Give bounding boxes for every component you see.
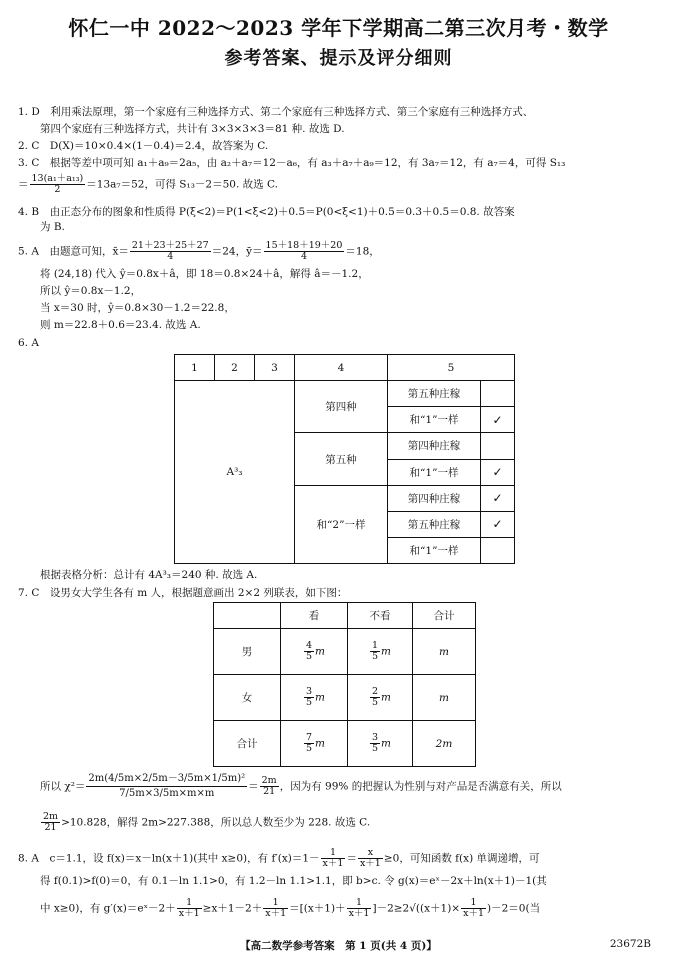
table-cell: 第五种庄稼 bbox=[388, 381, 481, 407]
total-value: m bbox=[439, 691, 449, 704]
fraction-denominator: x＋1 bbox=[348, 908, 370, 919]
fraction bbox=[260, 776, 279, 797]
fraction-denominator: 5 bbox=[371, 697, 379, 708]
table-header: 不看 bbox=[348, 603, 413, 629]
check-icon bbox=[481, 433, 515, 459]
document-code: 23672B bbox=[609, 938, 651, 950]
answer-4-line-2: 为 B. bbox=[40, 221, 65, 233]
answer-8-eq: ＝ bbox=[346, 852, 357, 865]
answer-5-line-2: 将 (24,18) 代入 ŷ＝0.8x＋â，即 18＝0.8×24＋â，解得 â＝－1.2， bbox=[40, 268, 369, 280]
var-m: m bbox=[315, 691, 325, 704]
table-cell: 第五种 bbox=[295, 433, 388, 485]
fraction bbox=[370, 641, 380, 662]
fraction bbox=[264, 241, 345, 262]
answer-4-line-1: 4. B 由正态分布的图象和性质得 P(ξ<2)＝P(1<ξ<2)＋0.5＝P(0<ξ<1)＋0.5＝0.3＋0.5＝0.8. 故答案 bbox=[18, 206, 515, 218]
fraction-numerator: 1 bbox=[263, 898, 288, 909]
answer-5-line-3: 所以 ŷ＝0.8x－1.2， bbox=[40, 285, 142, 297]
table-header: 3 bbox=[255, 355, 295, 381]
answer-8-bracket: ＝[(x＋1)＋ bbox=[289, 902, 346, 915]
table-cell: 合计 bbox=[214, 721, 281, 767]
var-m: m bbox=[381, 737, 391, 750]
answer-2: 2. C D(X)＝10×0.4×(1－0.4)＝2.4，故答案为 C. bbox=[18, 140, 269, 152]
check-icon: ✓ bbox=[481, 511, 515, 537]
check-icon: ✓ bbox=[481, 407, 515, 433]
fraction-numerator: 15＋18＋19＋20 bbox=[265, 240, 343, 251]
fraction-denominator: 5 bbox=[305, 697, 313, 708]
check-icon: ✓ bbox=[481, 485, 515, 511]
fraction-denominator: 21 bbox=[44, 822, 57, 833]
fraction-numerator: 1 bbox=[321, 848, 346, 859]
fraction-denominator: 2 bbox=[54, 184, 61, 195]
table-header: 1 bbox=[175, 355, 215, 381]
fraction-denominator: 4 bbox=[167, 251, 174, 262]
answer-8-g-head: 中 x≥0)，有 g′(x)＝eˣ－2＋ bbox=[40, 902, 176, 915]
table-cell bbox=[281, 675, 348, 721]
table-cell bbox=[348, 675, 413, 721]
table-cell bbox=[413, 721, 476, 767]
table-cell bbox=[281, 629, 348, 675]
check-icon bbox=[481, 537, 515, 563]
var-m: m bbox=[315, 737, 325, 750]
fraction-numerator: 2m bbox=[43, 811, 59, 822]
answer-6-analysis: 根据表格分析：总计有 4A³₃＝240 种. 故选 A. bbox=[40, 569, 258, 581]
table-cell bbox=[348, 721, 413, 767]
answer-5-head: 5. A 由题意可知，x̄＝ bbox=[18, 245, 129, 258]
fraction bbox=[130, 241, 211, 262]
answer-5-line-5: 则 m＝22.8＋0.6＝23.4. 故选 A. bbox=[40, 319, 201, 331]
table-cell: 和“1”一样 bbox=[388, 459, 481, 485]
fraction bbox=[304, 641, 314, 662]
fraction-denominator: 5 bbox=[305, 743, 313, 754]
table-cell: 第四种庄稼 bbox=[388, 433, 481, 459]
total-value: 2m bbox=[435, 737, 453, 750]
page-subtitle: 参考答案、提示及评分细则 bbox=[224, 48, 453, 69]
table-cell: 第四种庄稼 bbox=[388, 485, 481, 511]
fraction-numerator: 21＋23＋25＋27 bbox=[131, 240, 209, 251]
fraction-numerator: 1 bbox=[177, 898, 202, 909]
fraction bbox=[30, 174, 86, 195]
answer-1-line-1: 1. D 利用乘法原理，第一个家庭有三种选择方式、第二个家庭有三种选择方式、第三个家庭有三种选择方式、 bbox=[18, 106, 534, 118]
answer-7-conclusion bbox=[40, 812, 370, 833]
answer-5-line-4: 当 x＝30 时，ŷ＝0.8×30－1.2＝22.8， bbox=[40, 302, 235, 314]
fraction-numerator: x bbox=[358, 848, 383, 859]
fraction bbox=[370, 733, 380, 754]
table-cell: 和“1”一样 bbox=[388, 537, 481, 563]
answer-1-line-2: 第四个家庭有三种选择方式，共计有 3×3×3×3＝81 种. 故选 D. bbox=[40, 123, 345, 135]
var-m: m bbox=[381, 645, 391, 658]
answer-8-end: )－2＝0(当 bbox=[487, 902, 541, 915]
answer-3-line-1: 3. C 根据等差中项可知 a₁＋a₉＝2a₅，由 a₂＋a₇＝12－a₆，有 a₃＋a₇＋a₉＝12，有 3a₇＝12，有 a₇＝4，可得 S₁₃ bbox=[18, 157, 566, 169]
table-cell bbox=[281, 721, 348, 767]
fraction-numerator: 1 bbox=[461, 898, 486, 909]
fraction-numerator: 2m(4/5m×2/5m－3/5m×1/5m)² bbox=[86, 772, 247, 787]
total-value: m bbox=[439, 645, 449, 658]
var-m: m bbox=[315, 645, 325, 658]
table-cell: 第五种庄稼 bbox=[388, 511, 481, 537]
table-row bbox=[214, 721, 476, 767]
fraction-numerator: 3 bbox=[305, 686, 313, 697]
fraction-denominator: 7/5m×3/5m×m×m bbox=[119, 788, 215, 799]
chi-label: 所以 χ²＝ bbox=[40, 780, 86, 793]
table-header: 2 bbox=[215, 355, 255, 381]
fraction-numerator: 1 bbox=[371, 640, 379, 651]
fraction bbox=[263, 898, 288, 919]
chi-fraction bbox=[86, 772, 247, 801]
table-cell bbox=[413, 675, 476, 721]
answer-8-head: 8. A c＝1.1，设 f(x)＝x－ln(x＋1)(其中 x≥0)，有 f′(x)＝1－ bbox=[18, 852, 320, 865]
fraction bbox=[177, 898, 202, 919]
fraction-numerator: 4 bbox=[305, 640, 313, 651]
table-header: 合计 bbox=[413, 603, 476, 629]
fraction-numerator: 1 bbox=[347, 898, 372, 909]
answer-8-ineq: ≥x＋1－2＋ bbox=[202, 902, 263, 915]
page-title: 怀仁一中 2022～2023 学年下学期高二第三次月考・数学 bbox=[68, 16, 609, 40]
fraction-denominator: x＋1 bbox=[359, 858, 381, 869]
table-header: 4 bbox=[295, 355, 388, 381]
table-cell bbox=[348, 629, 413, 675]
table-header: 看 bbox=[281, 603, 348, 629]
answer-5-tail: ＝18， bbox=[345, 245, 380, 258]
fraction bbox=[347, 898, 372, 919]
answer-8-line-2: 得 f(0.1)>f(0)＝0，有 0.1－ln 1.1>0，有 1.2－ln 1.1>1.1，即 b>c. 令 g(x)＝eˣ－2x＋ln(x＋1)－1(其 bbox=[40, 875, 547, 887]
fraction-denominator: 21 bbox=[263, 786, 276, 797]
answer-8-sqrt: ]－2≥2√((x＋1)× bbox=[372, 902, 461, 915]
answer-6-label: 6. A bbox=[18, 337, 39, 349]
table-cell: 和“2”一样 bbox=[295, 485, 388, 563]
fraction-denominator: x＋1 bbox=[322, 858, 344, 869]
answer-3-line-2 bbox=[18, 174, 278, 195]
table-header bbox=[214, 603, 281, 629]
fraction-denominator: 5 bbox=[371, 651, 379, 662]
fraction bbox=[358, 848, 383, 869]
fraction bbox=[304, 733, 314, 754]
table-cell: 男 bbox=[214, 629, 281, 675]
fraction bbox=[370, 687, 380, 708]
answer-5-mid: ＝24，ȳ＝ bbox=[211, 245, 263, 258]
table-row bbox=[214, 675, 476, 721]
table-row bbox=[214, 603, 476, 629]
chi-tail: ，因为有 99% 的把握认为性别与对产品是否满意有关，所以 bbox=[279, 780, 562, 793]
answer-7-intro: 7. C 设男女大学生各有 m 人，根据题意画出 2×2 列联表，如下图： bbox=[18, 587, 348, 599]
table-header: 5 bbox=[388, 355, 515, 381]
table-cell bbox=[413, 629, 476, 675]
fraction-numerator: 3 bbox=[371, 732, 379, 743]
table-row bbox=[214, 629, 476, 675]
fraction-numerator: 2m bbox=[261, 775, 277, 786]
fraction-numerator: 13(a₁＋a₁₃) bbox=[31, 173, 84, 184]
fraction-numerator: 7 bbox=[305, 732, 313, 743]
fraction bbox=[321, 848, 346, 869]
answer-3-tail: ＝13a₇＝52，可得 S₁₃－2＝50. 故选 C. bbox=[86, 178, 278, 191]
table-cell: 女 bbox=[214, 675, 281, 721]
page-footer: 【高二数学参考答案 第 1 页(共 4 页)】 bbox=[240, 940, 437, 952]
answer-7-tail: >10.828，解得 2m>227.388，所以总人数至少为 228. 故选 C. bbox=[61, 816, 371, 829]
table-row bbox=[175, 355, 515, 381]
answer-8-line-1 bbox=[18, 848, 540, 869]
answer-5-line-1 bbox=[18, 241, 380, 262]
fraction-denominator: 5 bbox=[371, 743, 379, 754]
table-7 bbox=[213, 602, 476, 767]
check-icon bbox=[481, 381, 515, 407]
fraction bbox=[41, 812, 60, 833]
check-icon: ✓ bbox=[481, 459, 515, 485]
table-6 bbox=[174, 354, 515, 564]
fraction-denominator: x＋1 bbox=[178, 908, 200, 919]
fraction-denominator: 4 bbox=[300, 251, 307, 262]
fraction-denominator: x＋1 bbox=[463, 908, 485, 919]
chi-square-line: 所以 χ²＝ $\frac{\text{2m(4/5m×2/5m－3/5m×1/5m)²}}{7/5m\times 3/5m\times m\times m}$ ＝ $\frac{2m}{21}$ ，因为有 99% 的把握认为性别与对产品是否满意有关，所以 bbox=[40, 773, 562, 799]
table-cell: 和“1”一样 bbox=[388, 407, 481, 433]
answer-3-eq: ＝ bbox=[18, 178, 29, 191]
table-cell: 第四种 bbox=[295, 381, 388, 433]
table-cell: A³₃ bbox=[175, 381, 295, 564]
var-m: m bbox=[381, 691, 391, 704]
fraction-numerator: 2 bbox=[371, 686, 379, 697]
answer-8-line-3 bbox=[40, 898, 540, 919]
answer-8-tail: ≥0，可知函数 f(x) 单调递增，可 bbox=[383, 852, 540, 865]
table-row bbox=[175, 381, 515, 407]
fraction bbox=[461, 898, 486, 919]
fraction-denominator: x＋1 bbox=[265, 908, 287, 919]
fraction bbox=[304, 687, 314, 708]
fraction-denominator: 5 bbox=[305, 651, 313, 662]
